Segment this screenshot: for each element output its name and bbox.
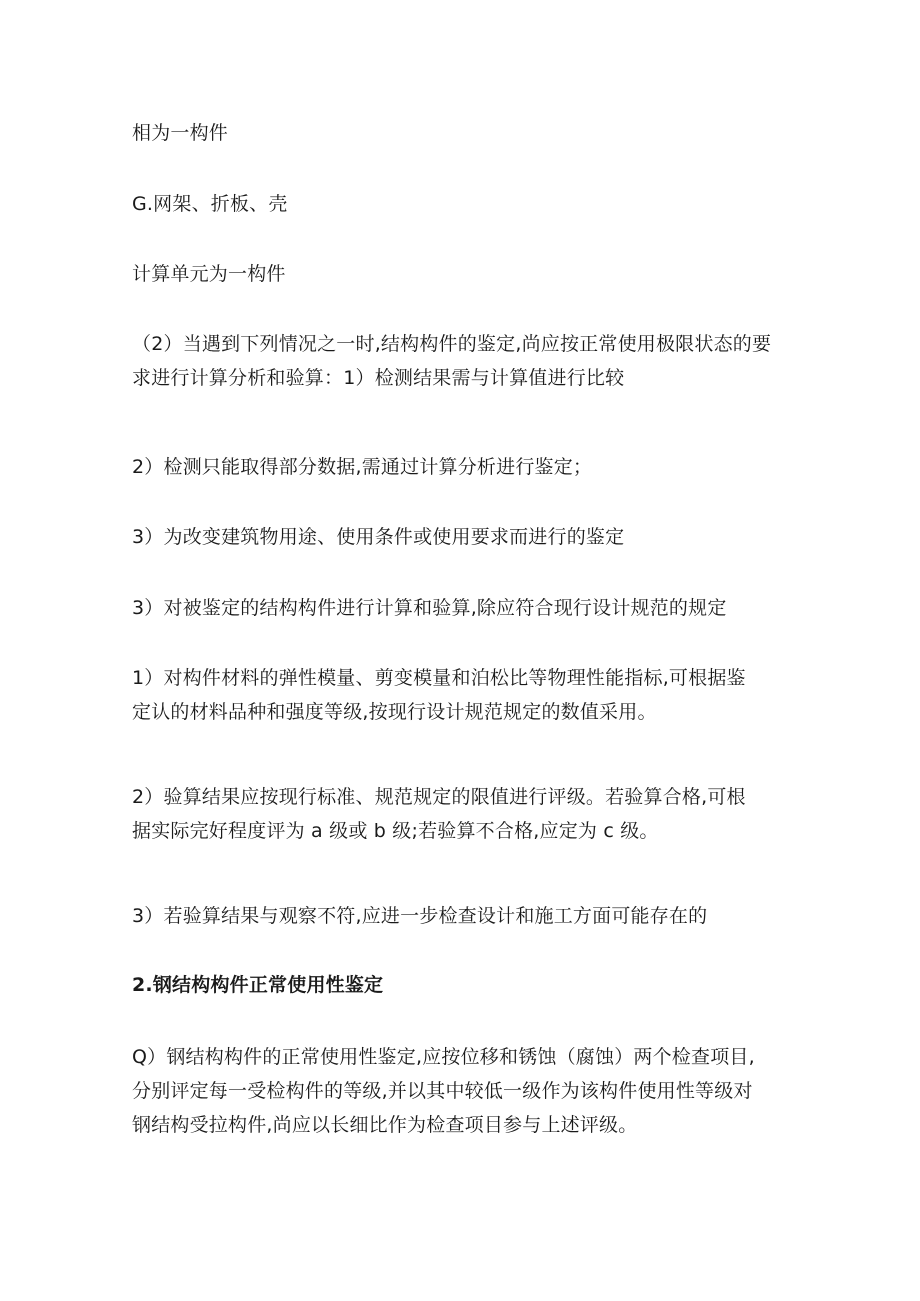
paragraph-line: 钢结构受拉构件,尚应以长细比作为检查项目参与上述评级。 (132, 1114, 638, 1136)
paragraph-text: 3）对被鉴定的结构构件进行计算和验算,除应符合现行设计规范的规定 (132, 597, 727, 619)
paragraph-line: （2）当遇到下列情况之一时,结构构件的鉴定,尚应按正常使用极限状态的要 (132, 333, 772, 355)
paragraph-block (132, 327, 792, 395)
paragraph-line: 1）对构件材料的弹性模量、剪变模量和泊松比等物理性能指标,可根据鉴 (132, 667, 746, 689)
paragraph-line: 求进行计算分析和验算：1）检测结果需与计算值进行比较 (132, 367, 625, 389)
paragraph-text: 计算单元为一构件 (132, 263, 286, 285)
paragraph-line: 分别评定每一受检构件的等级,并以其中较低一级作为该构件使用性等级对 (132, 1080, 753, 1102)
paragraph-text: G.网架、折板、壳 (132, 193, 288, 215)
paragraph-line: 2）验算结果应按现行标准、规范规定的限值进行评级。若验算合格,可根 (132, 786, 746, 808)
paragraph-block (132, 1040, 792, 1142)
paragraph-text: 相为一构件 (132, 122, 229, 144)
paragraph-text: 3）为改变建筑物用途、使用条件或使用要求而进行的鉴定 (132, 526, 625, 548)
paragraph-block (132, 780, 792, 848)
paragraph-line: Q）钢结构构件的正常使用性鉴定,应按位移和锈蚀（腐蚀）两个检查项目, (132, 1046, 755, 1068)
paragraph-text: 3）若验算结果与观察不符,应进一步检查设计和施工方面可能存在的 (132, 905, 708, 927)
section-heading: 2.钢结构构件正常使用性鉴定 (132, 974, 384, 996)
paragraph-block (132, 661, 792, 729)
paragraph-line: 据实际完好程度评为 a 级或 b 级;若验算不合格,应定为 c 级。 (132, 820, 659, 842)
paragraph-line: 定认的材料品种和强度等级,按现行设计规范规定的数值采用。 (132, 701, 657, 723)
paragraph-text: 2）检测只能取得部分数据,需通过计算分析进行鉴定； (132, 456, 593, 478)
